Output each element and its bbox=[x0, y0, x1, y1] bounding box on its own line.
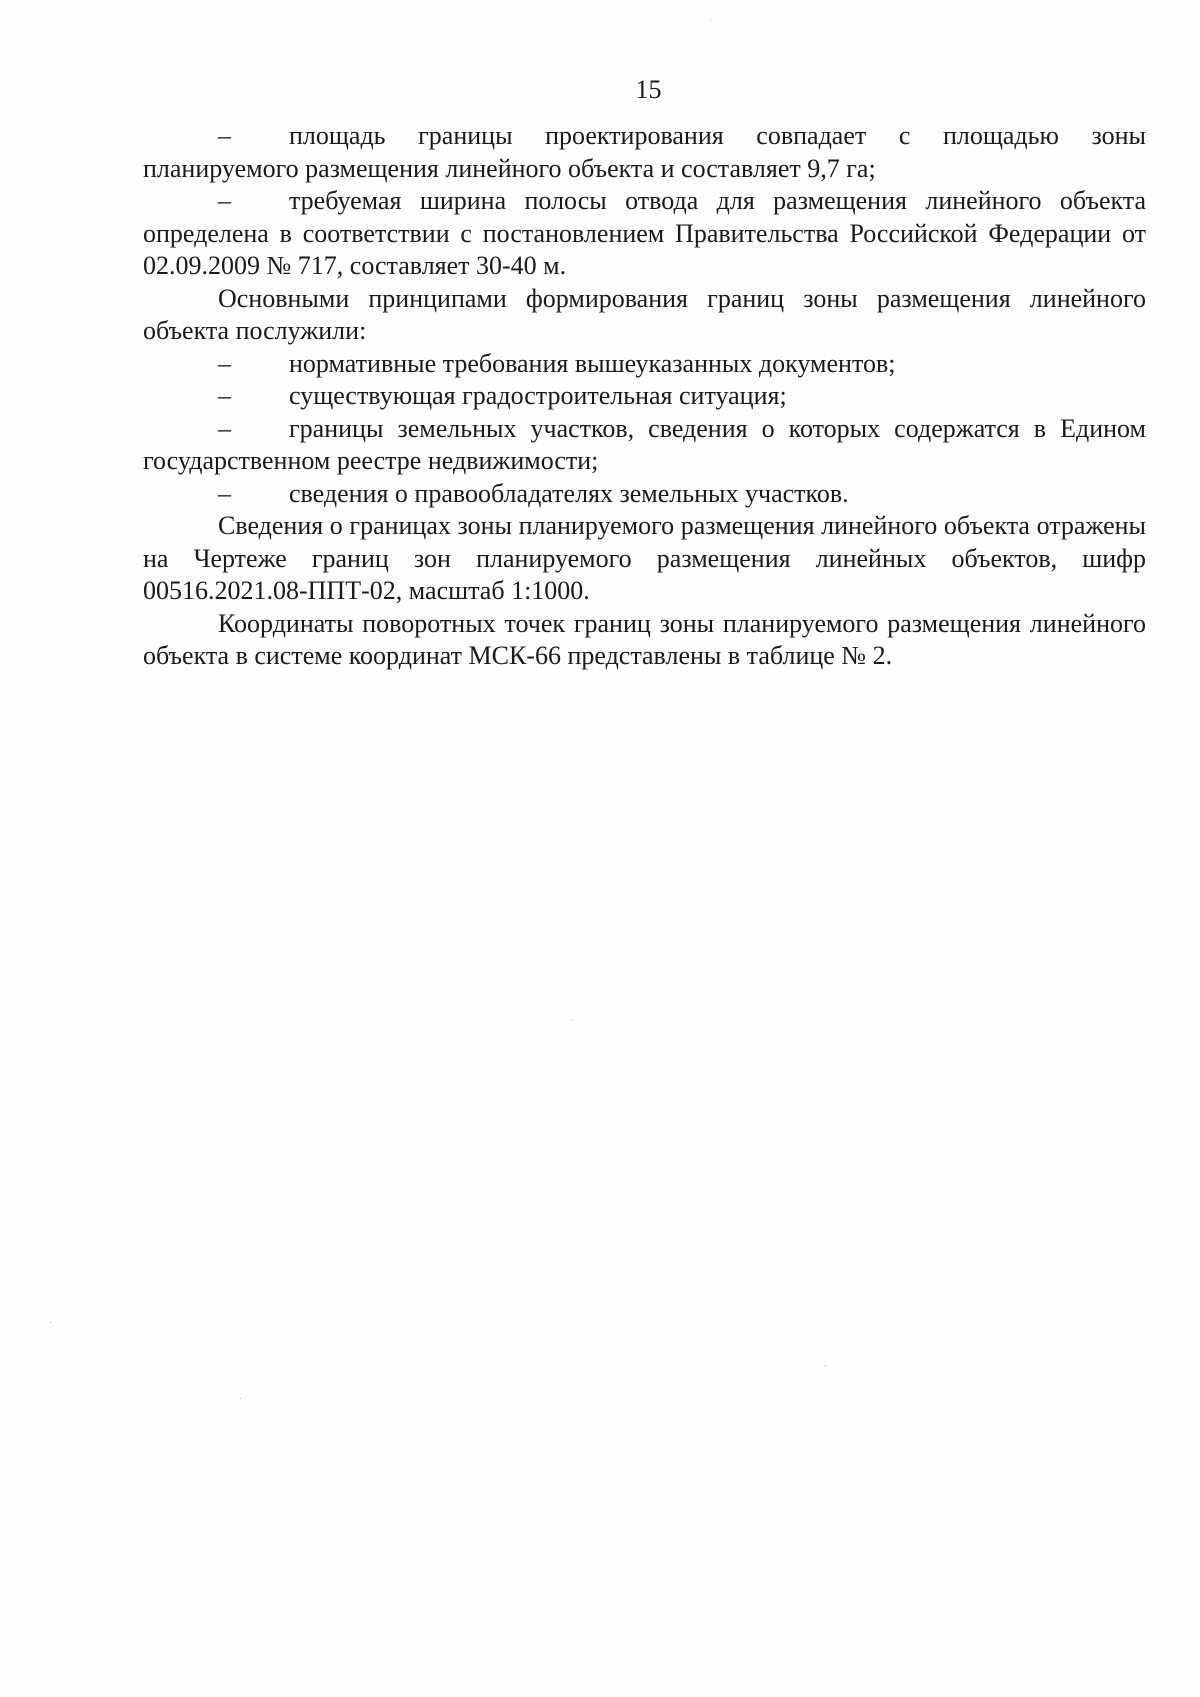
paragraph bbox=[143, 608, 1146, 673]
scan-speck bbox=[710, 20, 711, 21]
bullet-dash: – bbox=[218, 348, 231, 378]
bullet-item bbox=[143, 120, 1146, 185]
bullet-item bbox=[143, 348, 1146, 381]
bullet-item bbox=[143, 185, 1146, 283]
scan-speck bbox=[825, 1365, 826, 1366]
scan-speck bbox=[240, 1398, 241, 1399]
bullet-text: требуемая ширина полосы отвода для размещения линейного объекта определена в соответствии с постановлением Правительства Российской Федерации от 02.09.2009 № 717, составляет 30-40 м. bbox=[143, 186, 1146, 280]
bullet-dash: – bbox=[218, 121, 231, 150]
bullet-text: площадь границы проектирования совпадает с площадью зоны планируемого размещения линейного объекта и составляет 9,7 га; bbox=[143, 121, 1146, 183]
bullet-item bbox=[143, 380, 1146, 413]
document-body bbox=[143, 120, 1146, 673]
bullet-item bbox=[143, 413, 1146, 478]
page-number: 15 bbox=[635, 75, 662, 104]
bullet-dash: – bbox=[218, 413, 231, 443]
paragraph bbox=[143, 283, 1146, 348]
bullet-text: границы земельных участков, сведения о которых содержатся в Едином государственном реестре недвижимости; bbox=[143, 413, 1146, 475]
bullet-text: сведения о правообладателях земельных участков. bbox=[289, 478, 849, 508]
scan-speck bbox=[50, 1322, 51, 1323]
bullet-item bbox=[143, 478, 1146, 511]
scan-speck bbox=[572, 1020, 573, 1021]
paragraph-text: Сведения о границах зоны планируемого размещения линейного объекта отражены на Чертеже границ зон планируемого размещения линейных объектов, шифр 00516.2021.08-ППТ-02, масштаб 1:1000. bbox=[143, 511, 1146, 605]
bullet-dash: – bbox=[218, 478, 231, 508]
bullet-text: существующая градостроительная ситуация; bbox=[289, 381, 787, 410]
paragraph-text: Основными принципами формирования границ зоны размещения линейного объекта послужили: bbox=[143, 283, 1146, 345]
paragraph-text: Координаты поворотных точек границ зоны планируемого размещения линейного объекта в системе координат МСК-66 представлены в таблице № 2. bbox=[143, 608, 1146, 670]
bullet-dash: – bbox=[218, 186, 231, 215]
paragraph bbox=[143, 510, 1146, 608]
bullet-text: нормативные требования вышеуказанных документов; bbox=[289, 348, 896, 378]
bullet-dash: – bbox=[218, 381, 231, 410]
